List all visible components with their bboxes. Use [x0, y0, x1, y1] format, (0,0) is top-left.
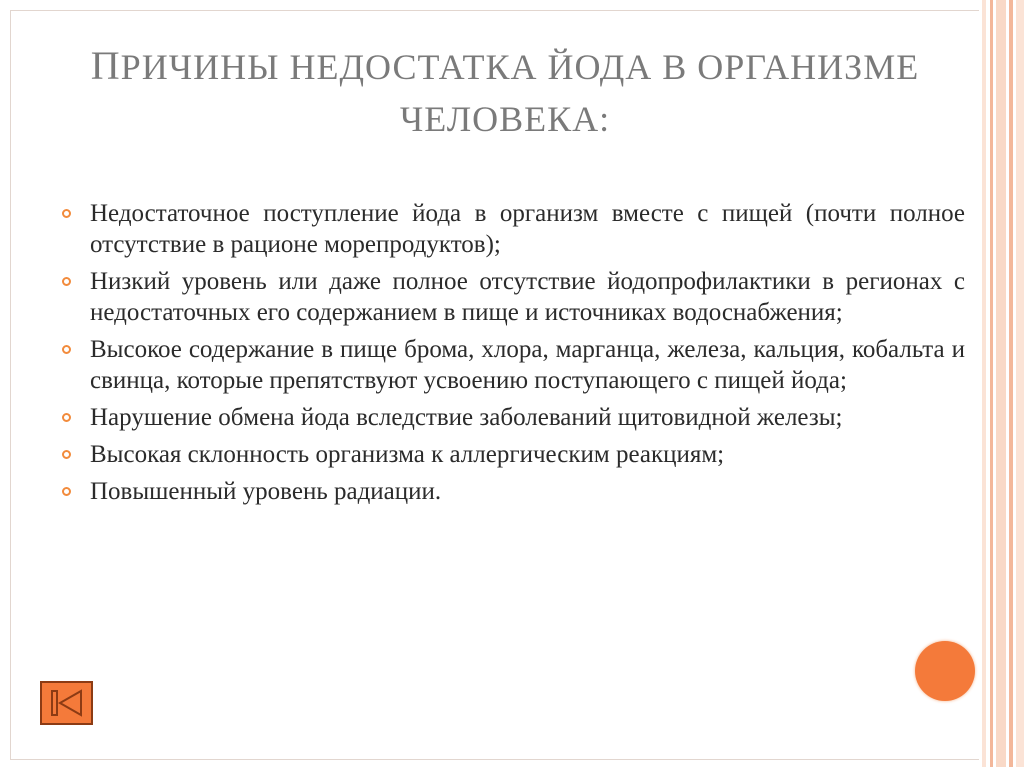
- bullet-icon: [62, 487, 71, 496]
- list-item: [62, 439, 965, 470]
- title-line-1: [30, 40, 980, 93]
- list-item-text: Повышенный уровень радиации.: [90, 478, 442, 505]
- title-line-1-text: РИЧИНЫ НЕДОСТАТКА ЙОДА В ОРГАНИЗМЕ: [120, 47, 920, 87]
- title-line-2: ЧЕЛОВЕКА:: [399, 99, 611, 139]
- decorative-circle: [915, 641, 975, 701]
- skip-to-first-icon: [48, 688, 86, 718]
- slide-title: [30, 40, 980, 145]
- stripe: [982, 0, 986, 767]
- list-item-text: Высокая склонность организма к аллергическим реакциям;: [90, 441, 725, 468]
- list-item-text: Недостаточное поступление йода в организм вместе с пищей (почти полное отсутствие в рационе морепродуктов);: [90, 200, 965, 258]
- bullet-icon: [62, 413, 71, 422]
- bullet-icon: [62, 277, 71, 286]
- stripe: [1009, 0, 1013, 767]
- list-item: [62, 266, 965, 328]
- first-slide-button[interactable]: [40, 681, 93, 725]
- bullet-icon: [62, 209, 71, 218]
- list-item-text: Высокое содержание в пище брома, хлора, марганца, железа, кальция, кобальта и свинца, которые препятствуют усвоению поступающего с пищей йода;: [90, 336, 965, 394]
- list-item: [62, 198, 965, 260]
- list-item: [62, 334, 965, 396]
- list-item-text: Низкий уровень или даже полное отсутствие йодопрофилактики в регионах с недостаточных его содержанием в пище и источниках водоснабжения;: [90, 268, 965, 326]
- bullet-list: [62, 198, 965, 513]
- decorative-stripes: [979, 0, 1024, 767]
- list-item-text: Нарушение обмена йода вследствие заболеваний щитовидной железы;: [90, 404, 843, 431]
- bullet-icon: [62, 345, 71, 354]
- stripe: [990, 0, 993, 767]
- stripe: [996, 0, 1006, 767]
- list-item: [62, 476, 965, 507]
- stripe: [1016, 0, 1024, 767]
- list-item: [62, 402, 965, 433]
- bullet-icon: [62, 450, 71, 459]
- title-initial: П: [90, 43, 121, 88]
